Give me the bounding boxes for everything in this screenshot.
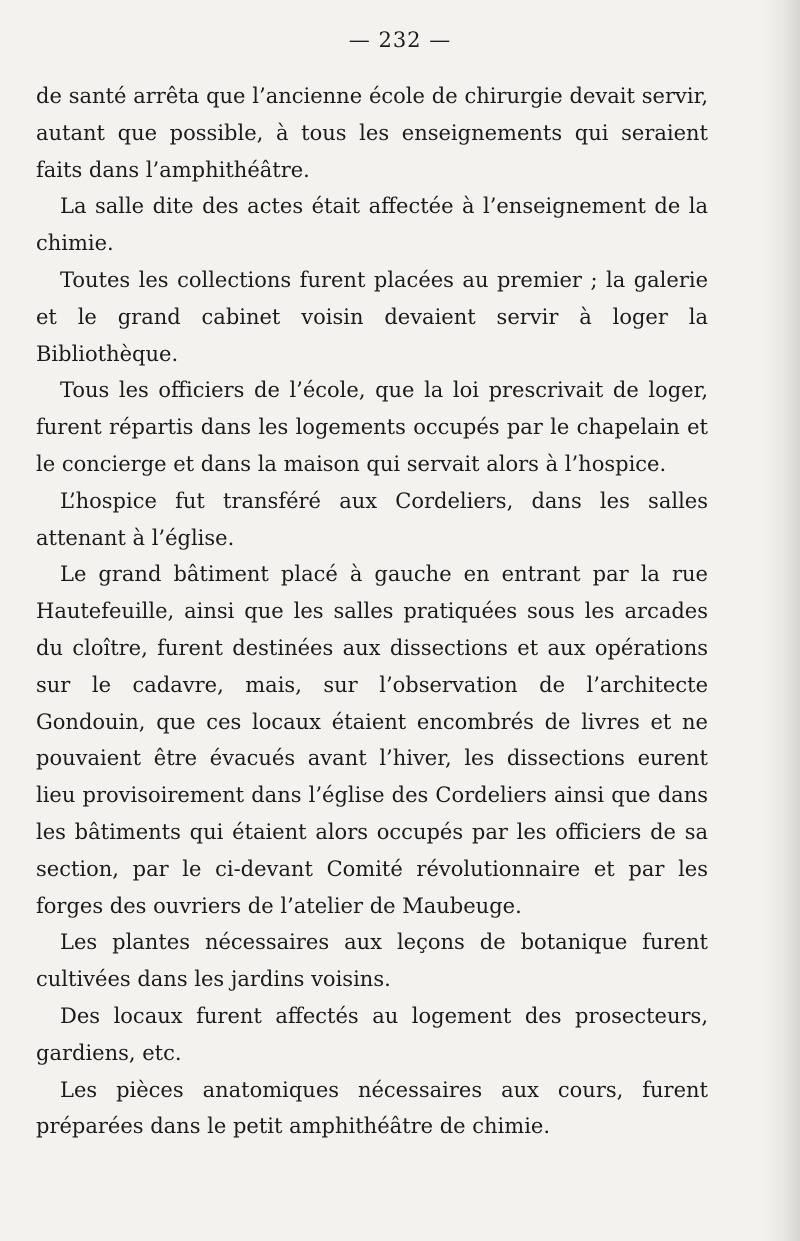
paragraph: de santé arrêta que l’ancienne école de chirurgie devait servir, autant que possible, à tous les enseignements qui seraient faits dans l’amphithéâtre. [36,84,708,182]
paragraph: Des locaux furent affectés au logement des prosecteurs, gardiens, etc. [36,1003,708,1065]
paragraph: Tous les officiers de l’école, que la loi prescrivait de loger, furent répartis dans les logements occupés par le chapelain et le concierge et dans la maison qui servait alors à l’hospice. [36,378,708,476]
paragraph: La salle dite des actes était affectée à l’enseignement de la chimie. [36,194,708,256]
body-text [36,78,708,1145]
paragraph: Les plantes nécessaires aux leçons de botanique furent cultivées dans les jardins voisins. [36,930,708,992]
page-number: — 232 — [348,28,452,52]
page-edge-shadow [762,0,800,1241]
paragraph: Toutes les collections furent placées au premier ; la galerie et le grand cabinet voisin devaient servir à loger la Bibliothèque. [36,267,708,366]
paragraph: Le grand bâtiment placé à gauche en entrant par la rue Hautefeuille, ainsi que les salles pratiquées sous les arcades du cloître, furent destinées aux dissections et aux opérations sur le cadavre, mais, sur l’observation de l’architecte Gondouin, que ces locaux étaient encombrés de livres et ne pouvaient être évacués avant l’hiver, les dissections eurent lieu provisoirement dans l’église des Cordeliers ainsi que dans les bâtiments qui étaient alors occupés par les officiers de sa section, par le ci-devant Comité révolutionnaire et par les forges des ouvriers de l’atelier de Maubeuge. [36,562,708,918]
paragraph: L’hospice fut transféré aux Cordeliers, dans les salles attenant à l’église. [36,488,708,550]
paragraph: Les pièces anatomiques nécessaires aux cours, furent préparées dans le petit amphithéâtre de chimie. [36,1077,708,1139]
